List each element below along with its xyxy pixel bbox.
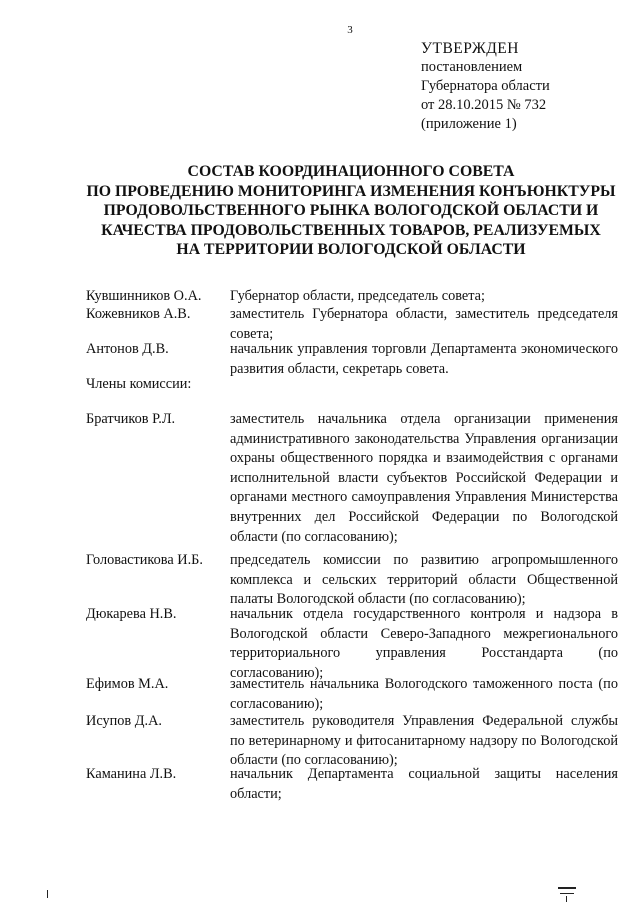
scan-mark [558, 887, 576, 889]
title-line: ПО ПРОВЕДЕНИЮ МОНИТОРИНГА ИЗМЕНЕНИЯ КОНЪЮНКТУРЫ [86, 182, 616, 200]
approval-line: Губернатора области [421, 78, 550, 94]
title-line: НА ТЕРРИТОРИИ ВОЛОГОДСКОЙ ОБЛАСТИ [176, 241, 526, 258]
council-member [86, 305, 618, 344]
approval-heading: УТВЕРЖДЕН [421, 40, 519, 57]
council-member [86, 287, 618, 307]
council-member [86, 410, 618, 547]
member-name: Каманина Л.В. [86, 766, 177, 782]
member-role: заместитель начальника Вологодского таможенного поста (по согласованию); [230, 676, 618, 712]
member-name: Кожевников А.В. [86, 306, 191, 322]
council-member [86, 675, 618, 714]
member-role: заместитель руководителя Управления Федеральной службы по ветеринарному и фитосанитарному надзору по Вологодской области (по согласованию); [230, 713, 618, 769]
member-role: Губернатор области, председатель совета; [230, 288, 485, 304]
council-member [86, 340, 618, 379]
member-name: Антонов Д.В. [86, 341, 169, 357]
member-role: заместитель начальника отдела организации применения административного законодательства Управления организации охраны общественного порядка и взаимодействия с органами исполнительной власти субъектов Российской Федерации и органами местного самоуправления Управления Министерства внутренних дел Российской Федерации по Вологодской области (по согласованию); [230, 411, 618, 545]
council-member [86, 765, 618, 804]
council-member [86, 551, 618, 610]
member-role: заместитель Губернатора области, заместитель председателя совета; [230, 306, 618, 342]
member-name: Ефимов М.А. [86, 676, 169, 692]
council-member [86, 712, 618, 771]
council-member [86, 605, 618, 683]
scan-mark [566, 896, 567, 902]
member-role: председатель комиссии по развитию агропромышленного комплекса и сельских территорий области Общественной палаты Вологодской области (по согласованию); [230, 552, 618, 608]
member-name: Головастикова И.Б. [86, 552, 203, 568]
member-name: Братчиков Р.Л. [86, 411, 176, 427]
title-line: СОСТАВ КООРДИНАЦИОННОГО СОВЕТА [187, 163, 515, 180]
approval-line: постановлением [421, 59, 523, 75]
approval-appendix: (приложение 1) [421, 116, 517, 132]
page-number: 3 [347, 24, 353, 36]
member-name: Кувшинников О.А. [86, 288, 202, 304]
member-role: начальник управления торговли Департамента экономического развития области, секретарь совета. [230, 341, 618, 377]
member-role: начальник Департамента социальной защиты населения области; [230, 766, 618, 802]
title-line: ПРОДОВОЛЬСТВЕННОГО РЫНКА ВОЛОГОДСКОЙ ОБЛАСТИ И [103, 202, 599, 219]
member-name: Дюкарева Н.В. [86, 606, 177, 622]
scan-mark [560, 893, 574, 894]
approval-stamp [421, 39, 550, 134]
members-heading: Члены комиссии: [86, 376, 192, 392]
member-role: начальник отдела государственного контроля и надзора в Вологодской области Северо-Западного межрегионального территориального управления Росстандарта (по согласованию); [230, 606, 618, 681]
title-line: КАЧЕСТВА ПРОДОВОЛЬСТВЕННЫХ ТОВАРОВ, РЕАЛИЗУЕМЫХ [101, 221, 601, 239]
member-name: Исупов Д.А. [86, 713, 162, 729]
scan-mark [47, 890, 48, 898]
document-title [80, 162, 622, 260]
approval-date-number: от 28.10.2015 № 732 [421, 97, 547, 113]
